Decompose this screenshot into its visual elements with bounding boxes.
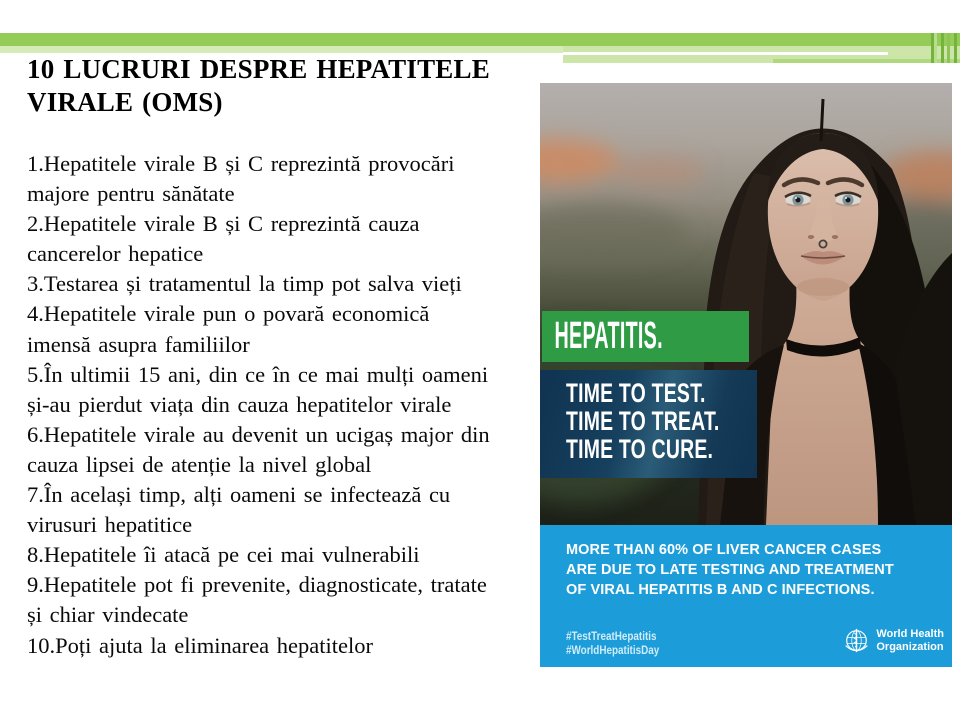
header-edge-stripes <box>928 33 960 63</box>
stat-line: OF VIRAL HEPATITIS B AND C INFECTIONS. <box>566 582 875 598</box>
who-line1: World Health <box>876 628 944 640</box>
fact-line: 6.Hepatitele virale au devenit un ucigaș major din <box>27 421 490 447</box>
hepatitis-banner <box>542 311 749 362</box>
who-emblem-icon <box>842 626 871 655</box>
time-banner-line: TIME TO TEST. <box>566 378 706 408</box>
hashtag: #TestTreatHepatitis <box>566 631 657 643</box>
fact-line: și chiar vindecate <box>27 602 189 628</box>
stat-banner <box>540 525 952 667</box>
time-banner <box>540 370 757 478</box>
stat-lines <box>540 525 952 600</box>
who-logo-text <box>876 628 944 653</box>
stat-line: ARE DUE TO LATE TESTING AND TREATMENT <box>566 562 894 578</box>
fact-line: 3.Testarea și tratamentul la timp pot salva vieți <box>27 271 462 297</box>
fact-line: 8.Hepatitele îi atacă pe cei mai vulnerabili <box>27 542 420 568</box>
fact-line: imensă asupra familiilor <box>27 331 250 357</box>
header-bar-white-stripe <box>563 52 888 55</box>
time-banner-line: TIME TO TREAT. <box>566 406 720 436</box>
who-line2: Organization <box>876 640 944 653</box>
hashtags <box>566 630 674 658</box>
who-logo <box>842 626 944 655</box>
fact-line: majore pentru sănătate <box>27 181 235 207</box>
hashtag: #WorldHepatitisDay <box>566 645 660 657</box>
fact-line: 10.Poți ajuta la eliminarea hepatitelor <box>27 632 374 658</box>
fact-line: cauza lipsei de atenție la nivel global <box>27 451 372 477</box>
hepatitis-poster <box>540 83 952 667</box>
fact-line: 4.Hepatitele virale pun o povară economică <box>27 301 430 327</box>
fact-line: și-au pierdut viața din cauza hepatitelor virale <box>27 391 452 417</box>
fact-line: 2.Hepatitele virale B și C reprezintă cauza <box>27 211 420 237</box>
fact-line: virusuri hepatitice <box>27 512 193 538</box>
stat-line: MORE THAN 60% OF LIVER CANCER CASES <box>566 542 882 558</box>
fact-line: 7.În același timp, alți oameni se infectează cu <box>27 482 451 508</box>
header-bar-main <box>0 33 960 46</box>
time-banner-lines <box>540 370 757 463</box>
fact-line: 5.În ultimii 15 ani, din ce în ce mai mulți oameni <box>27 361 489 387</box>
fact-line: cancerelor hepatice <box>27 241 204 267</box>
facts-list <box>27 149 537 661</box>
fact-line: 9.Hepatitele pot fi prevenite, diagnosticate, tratate <box>27 572 487 598</box>
time-banner-line: TIME TO CURE. <box>566 434 714 464</box>
slide-title: 10 LUCRURI DESPRE HEPATITELE VIRALE (OMS) <box>27 54 490 117</box>
hepatitis-banner-label: HEPATITIS. <box>554 315 663 357</box>
fact-line: 1.Hepatitele virale B și C reprezintă provocări <box>27 151 455 176</box>
